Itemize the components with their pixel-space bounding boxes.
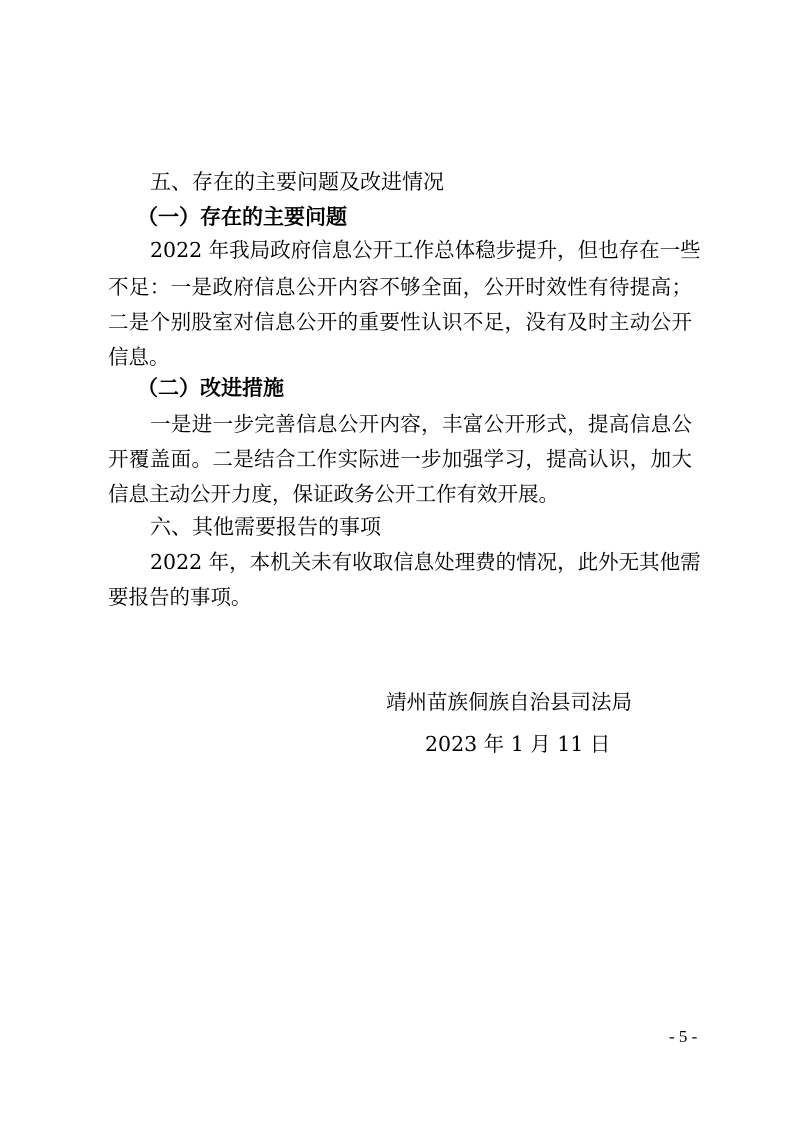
section-5-1-heading: （一）存在的主要问题 [137, 205, 347, 229]
signature-organization: 靖州苗族侗族自治县司法局 [386, 690, 632, 714]
paragraph-line: 要报告的事项。 [108, 585, 252, 609]
paragraph-line: 一是进一步完善信息公开内容，丰富公开形式，提高信息公 [150, 412, 692, 436]
paragraph-line: 开覆盖面。二是结合工作实际进一步加强学习，提高认识，加大 [108, 447, 692, 471]
paragraph-line: 2022 年我局政府信息公开工作总体稳步提升，但也存在一些 [150, 238, 701, 262]
paragraph-line: 2022 年，本机关未有收取信息处理费的情况，此外无其他需 [150, 550, 701, 574]
paragraph-line: 信息。 [108, 345, 170, 369]
page-number: - 5 - [669, 1027, 698, 1046]
paragraph-line: 不足：一是政府信息公开内容不够全面，公开时效性有待提高； [108, 275, 692, 299]
section-5-heading: 五、存在的主要问题及改进情况 [150, 170, 444, 194]
section-5-2-heading: （二）改进措施 [137, 376, 284, 400]
signature-date: 2023 年 1 月 11 日 [425, 732, 611, 756]
section-6-heading: 六、其他需要报告的事项 [150, 515, 381, 539]
paragraph-line: 二是个别股室对信息公开的重要性认识不足，没有及时主动公开 [108, 310, 692, 334]
paragraph-line: 信息主动公开力度，保证政务公开工作有效开展。 [108, 482, 559, 506]
